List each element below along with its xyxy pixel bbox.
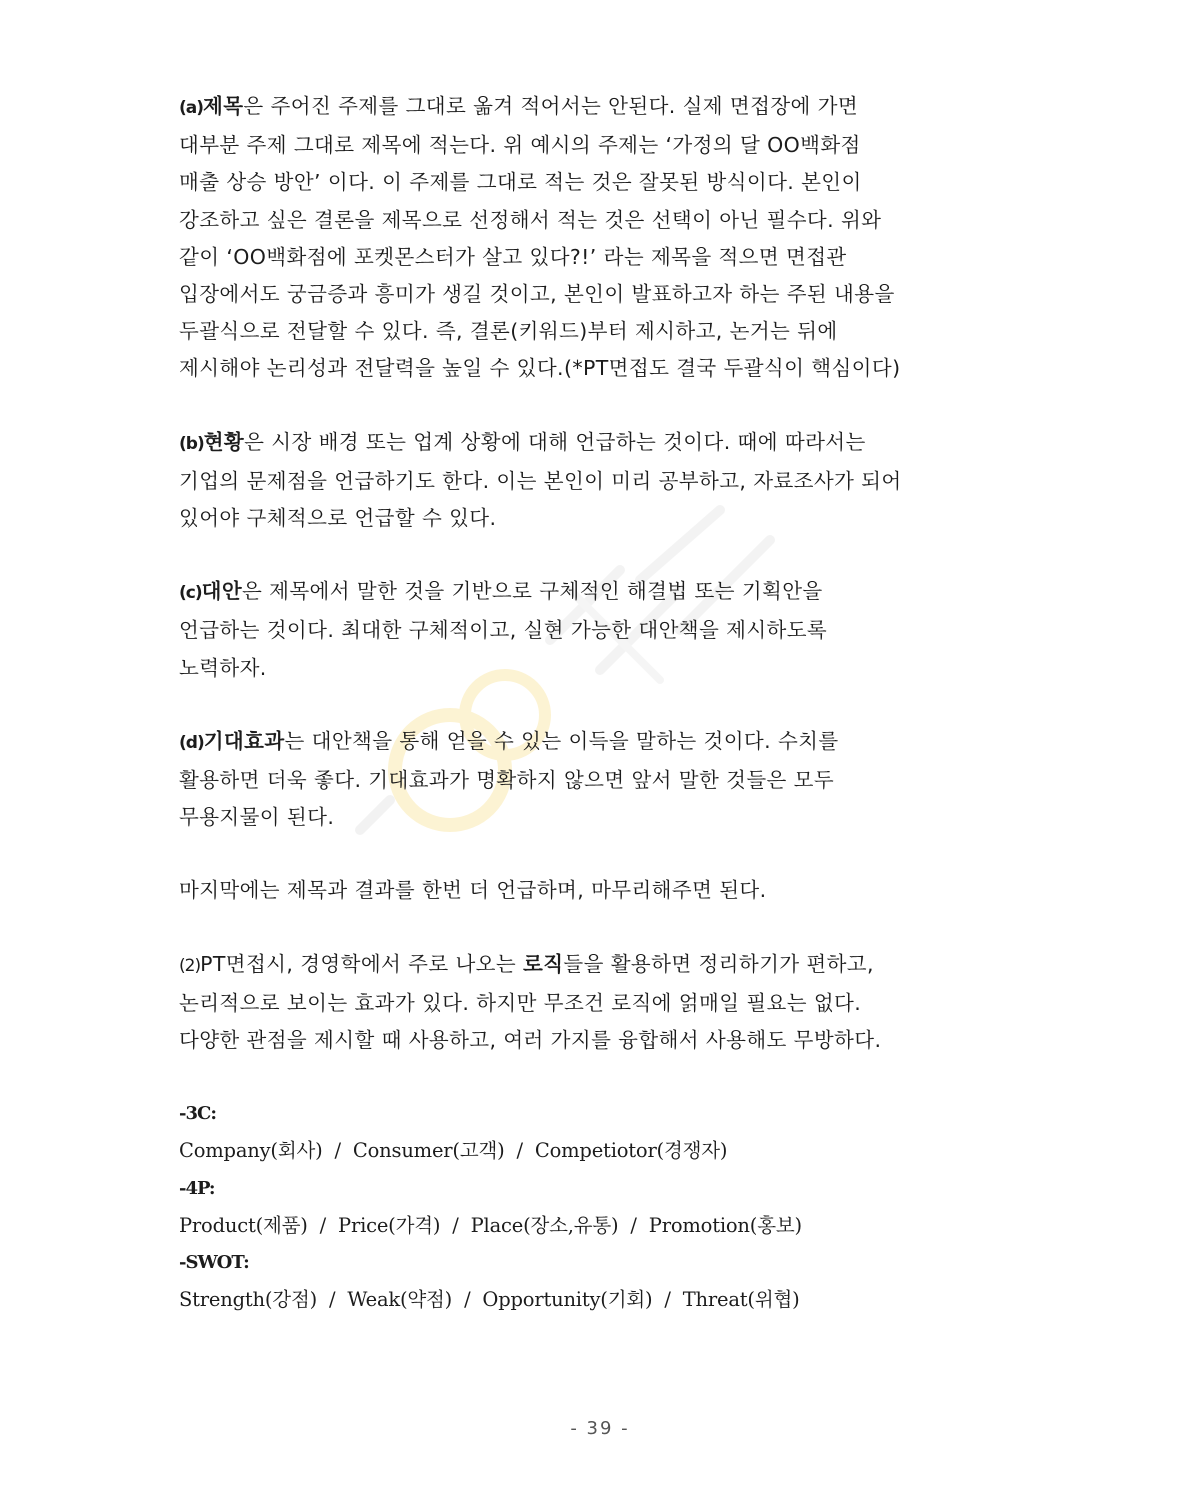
text-line: 다양한 관점을 제시할 때 사용하고, 여러 가지를 융합해서 사용해도 무방하다. bbox=[179, 1028, 882, 1053]
paragraph-title-section bbox=[179, 88, 1009, 388]
text-line: 강조하고 싶은 결론을 제목으로 선정해서 적는 것은 선택이 아닌 필수다. 위와 bbox=[179, 207, 882, 232]
text-line: (a)제목은 주어진 주제를 그대로 옮겨 적어서는 안된다. 실제 면접장에 가면 bbox=[179, 94, 859, 118]
section-marker: (b) bbox=[179, 433, 204, 454]
paragraph-gap bbox=[179, 1059, 1009, 1095]
framework-heading-swot: -SWOT: bbox=[179, 1252, 249, 1274]
paragraph-gap bbox=[179, 836, 1009, 872]
text-line: 제시해야 논리성과 전달력을 높일 수 있다.(*PT면접도 결국 두괄식이 핵심이다) bbox=[179, 356, 901, 381]
keyword-expected-effect: 기대효과 bbox=[203, 728, 285, 753]
text-line: 노력하자. bbox=[179, 655, 267, 680]
page-number: - 39 - bbox=[570, 1418, 630, 1439]
text-line: (c)대안은 제목에서 말한 것을 기반으로 구체적인 해결법 또는 기획안을 bbox=[179, 579, 823, 604]
paragraph-gap bbox=[179, 537, 1009, 573]
keyword-logic: 로직 bbox=[523, 951, 564, 976]
text-line: (b)현황은 시장 배경 또는 업계 상황에 대해 언급하는 것이다. 때에 따라서는 bbox=[179, 429, 866, 454]
text-line: 기업의 문제점을 언급하기도 한다. 이는 본인이 미리 공부하고, 자료조사가 되어 bbox=[179, 468, 902, 493]
text-line: 대부분 주제 그대로 제목에 적는다. 위 예시의 주제는 ‘가정의 달 OO백화점 bbox=[179, 133, 861, 158]
text-line: 있어야 구체적으로 언급할 수 있다. bbox=[179, 506, 497, 531]
text-line: 매출 상승 방안’ 이다. 이 주제를 그대로 적는 것은 잘못된 방식이다. 본인이 bbox=[179, 170, 862, 195]
framework-items-4p: Product(제품) / Price(가격) / Place(장소,유통) / Promotion(홍보) bbox=[179, 1213, 802, 1237]
document-body bbox=[179, 88, 1009, 1318]
text-line: 마지막에는 제목과 결과를 한번 더 언급하며, 마무리해주면 된다. bbox=[179, 878, 767, 903]
paragraph-gap bbox=[179, 388, 1009, 424]
section-marker: (a) bbox=[179, 98, 204, 118]
framework-heading-4p: -4P: bbox=[179, 1177, 215, 1199]
section-marker: (d) bbox=[179, 732, 204, 753]
paragraph-gap bbox=[179, 910, 1009, 946]
paragraph-gap bbox=[179, 687, 1009, 723]
section-marker: (c) bbox=[179, 583, 202, 604]
keyword-status: 현황 bbox=[203, 429, 245, 454]
framework-list bbox=[179, 1095, 1009, 1318]
paragraph-expected-effect-section bbox=[179, 723, 1009, 837]
paragraph-alternative-section bbox=[179, 573, 1009, 687]
text-line: (d)기대효과는 대안책을 통해 얻을 수 있는 이득을 말하는 것이다. 수치를 bbox=[179, 728, 839, 753]
text-line: 같이 ‘OO백화점에 포켓몬스터가 살고 있다?!’ 라는 제목을 적으면 면접관 bbox=[179, 244, 847, 269]
text-line: 입장에서도 궁금증과 흥미가 생길 것이고, 본인이 발표하고자 하는 주된 내용을 bbox=[179, 282, 895, 307]
text-line: 언급하는 것이다. 최대한 구체적이고, 실현 가능한 대안책을 제시하도록 bbox=[179, 618, 828, 643]
framework-items-swot: Strength(강점) / Weak(약점) / Opportunity(기회) / Threat(위협) bbox=[179, 1288, 800, 1312]
keyword-title: 제목 bbox=[203, 94, 244, 118]
text-line: 활용하면 더욱 좋다. 기대효과가 명확하지 않으면 앞서 말한 것들은 모두 bbox=[179, 768, 835, 793]
text-line: (2)PT면접시, 경영학에서 주로 나오는 로직들을 활용하면 정리하기가 편하고, bbox=[179, 951, 874, 976]
text-line: 논리적으로 보이는 효과가 있다. 하지만 무조건 로직에 얽매일 필요는 없다. bbox=[179, 990, 862, 1015]
framework-heading-3c: -3C: bbox=[179, 1103, 216, 1125]
paragraph-status-section bbox=[179, 424, 1009, 538]
paragraph-closing bbox=[179, 872, 1009, 909]
text-line: 두괄식으로 전달할 수 있다. 즉, 결론(키워드)부터 제시하고, 논거는 뒤에 bbox=[179, 319, 838, 344]
text-line: 무용지물이 된다. bbox=[179, 805, 335, 830]
section-marker: (2) bbox=[179, 955, 201, 976]
keyword-alternative: 대안 bbox=[201, 579, 243, 604]
paragraph-logic-frameworks bbox=[179, 946, 1009, 1060]
framework-items-3c: Company(회사) / Consumer(고객) / Competiotor(경쟁자) bbox=[179, 1139, 728, 1163]
